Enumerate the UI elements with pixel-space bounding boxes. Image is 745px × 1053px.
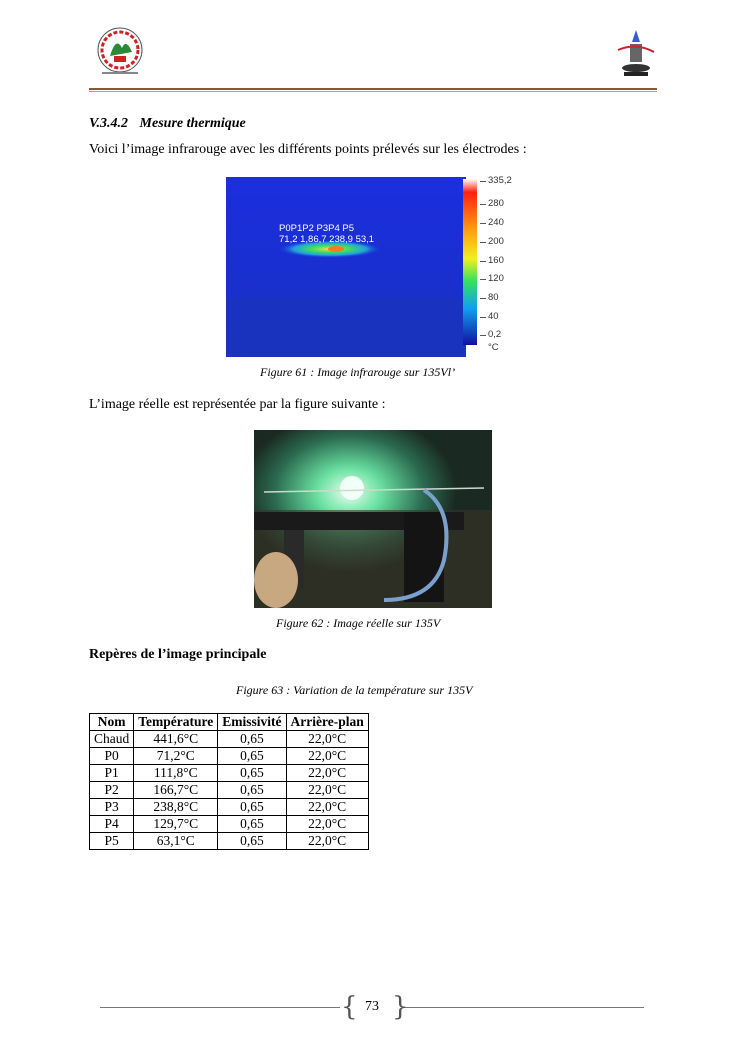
table-cell: 0,65 [218, 799, 286, 816]
table-row [90, 731, 369, 748]
col-header: Nom [90, 714, 134, 731]
section-heading: Mesure thermique [139, 116, 246, 131]
intro-paragraph: Voici l’image infrarouge avec les différents points prélevés sur les électrodes : [89, 142, 527, 157]
table-cell: 22,0°C [286, 782, 368, 799]
table-cell: 0,65 [218, 731, 286, 748]
table-cell: 0,65 [218, 816, 286, 833]
scale-label: 200 [488, 236, 504, 247]
real-photo [254, 430, 492, 608]
scale-tick [480, 279, 486, 280]
real-image-paragraph: L’image réelle est représentée par la figure suivante : [89, 397, 386, 412]
scale-label: 40 [488, 311, 499, 322]
table-cell: 0,65 [218, 765, 286, 782]
col-header: Emissivité [218, 714, 286, 731]
scale-label: 120 [488, 273, 504, 284]
table-cell: 63,1°C [134, 833, 218, 850]
scale-label: 240 [488, 217, 504, 228]
section-title [89, 116, 246, 132]
footer-brace-left: { [341, 992, 358, 1022]
table-cell: P0 [90, 748, 134, 765]
table-row [90, 816, 369, 833]
table-cell: 238,8°C [134, 799, 218, 816]
table-cell: 441,6°C [134, 731, 218, 748]
table-cell: 22,0°C [286, 833, 368, 850]
subheading: Repères de l’image principale [89, 647, 267, 662]
table-row [90, 765, 369, 782]
scale-label: 335,2 [488, 175, 512, 186]
university-logo [92, 26, 148, 78]
table-cell: P2 [90, 782, 134, 799]
scale-unit: °C [488, 342, 499, 353]
scale-label: 0,2 [488, 329, 502, 340]
table-cell: 22,0°C [286, 765, 368, 782]
table-cell: 71,2°C [134, 748, 218, 765]
col-header: Arrière-plan [286, 714, 368, 731]
table-cell: 129,7°C [134, 816, 218, 833]
table-cell: 0,65 [218, 748, 286, 765]
table-cell: 111,8°C [134, 765, 218, 782]
department-logo [610, 28, 662, 80]
table-cell: P5 [90, 833, 134, 850]
table-cell: 22,0°C [286, 799, 368, 816]
col-header: Température [134, 714, 218, 731]
table-cell: 166,7°C [134, 782, 218, 799]
table-cell: 22,0°C [286, 731, 368, 748]
table-cell: 22,0°C [286, 748, 368, 765]
scale-tick [480, 317, 486, 318]
table-row [90, 833, 369, 850]
table-cell: P3 [90, 799, 134, 816]
scale-tick [480, 181, 486, 182]
header-rule-thin [89, 91, 657, 92]
temperature-color-scale [463, 179, 477, 345]
figure-63-caption: Figure 63 : Variation de la température sur 135V [236, 683, 473, 697]
table-cell: P4 [90, 816, 134, 833]
table-header-row [90, 714, 369, 731]
footer-brace-right: } [392, 992, 409, 1022]
footer-rule-left [100, 1007, 340, 1008]
table-row [90, 782, 369, 799]
figure-61-caption: Figure 61 : Image infrarouge sur 135Vl’ [260, 365, 456, 379]
table-cell: 0,65 [218, 782, 286, 799]
page-number: 73 [365, 999, 379, 1014]
scale-label: 280 [488, 198, 504, 209]
table-row [90, 748, 369, 765]
scale-tick [480, 204, 486, 205]
scale-label: 80 [488, 292, 499, 303]
scale-tick [480, 298, 486, 299]
ir-points-values: 71,2 1,86,7 238,9 53,1 [279, 234, 375, 245]
header-rule [89, 88, 657, 90]
temperature-table [89, 713, 369, 850]
table-cell: P1 [90, 765, 134, 782]
ir-points-labels: P0P1P2 P3P4 P5 [279, 223, 354, 234]
table-row [90, 799, 369, 816]
infrared-image [226, 177, 466, 357]
scale-tick [480, 242, 486, 243]
scale-label: 160 [488, 255, 504, 266]
table-cell: Chaud [90, 731, 134, 748]
section-number: V.3.4.2 [89, 116, 129, 131]
footer-rule-right [402, 1007, 644, 1008]
scale-tick [480, 223, 486, 224]
table-cell: 0,65 [218, 833, 286, 850]
scale-tick [480, 261, 486, 262]
scale-tick [480, 335, 486, 336]
figure-62-caption: Figure 62 : Image réelle sur 135V [276, 616, 441, 630]
table-cell: 22,0°C [286, 816, 368, 833]
